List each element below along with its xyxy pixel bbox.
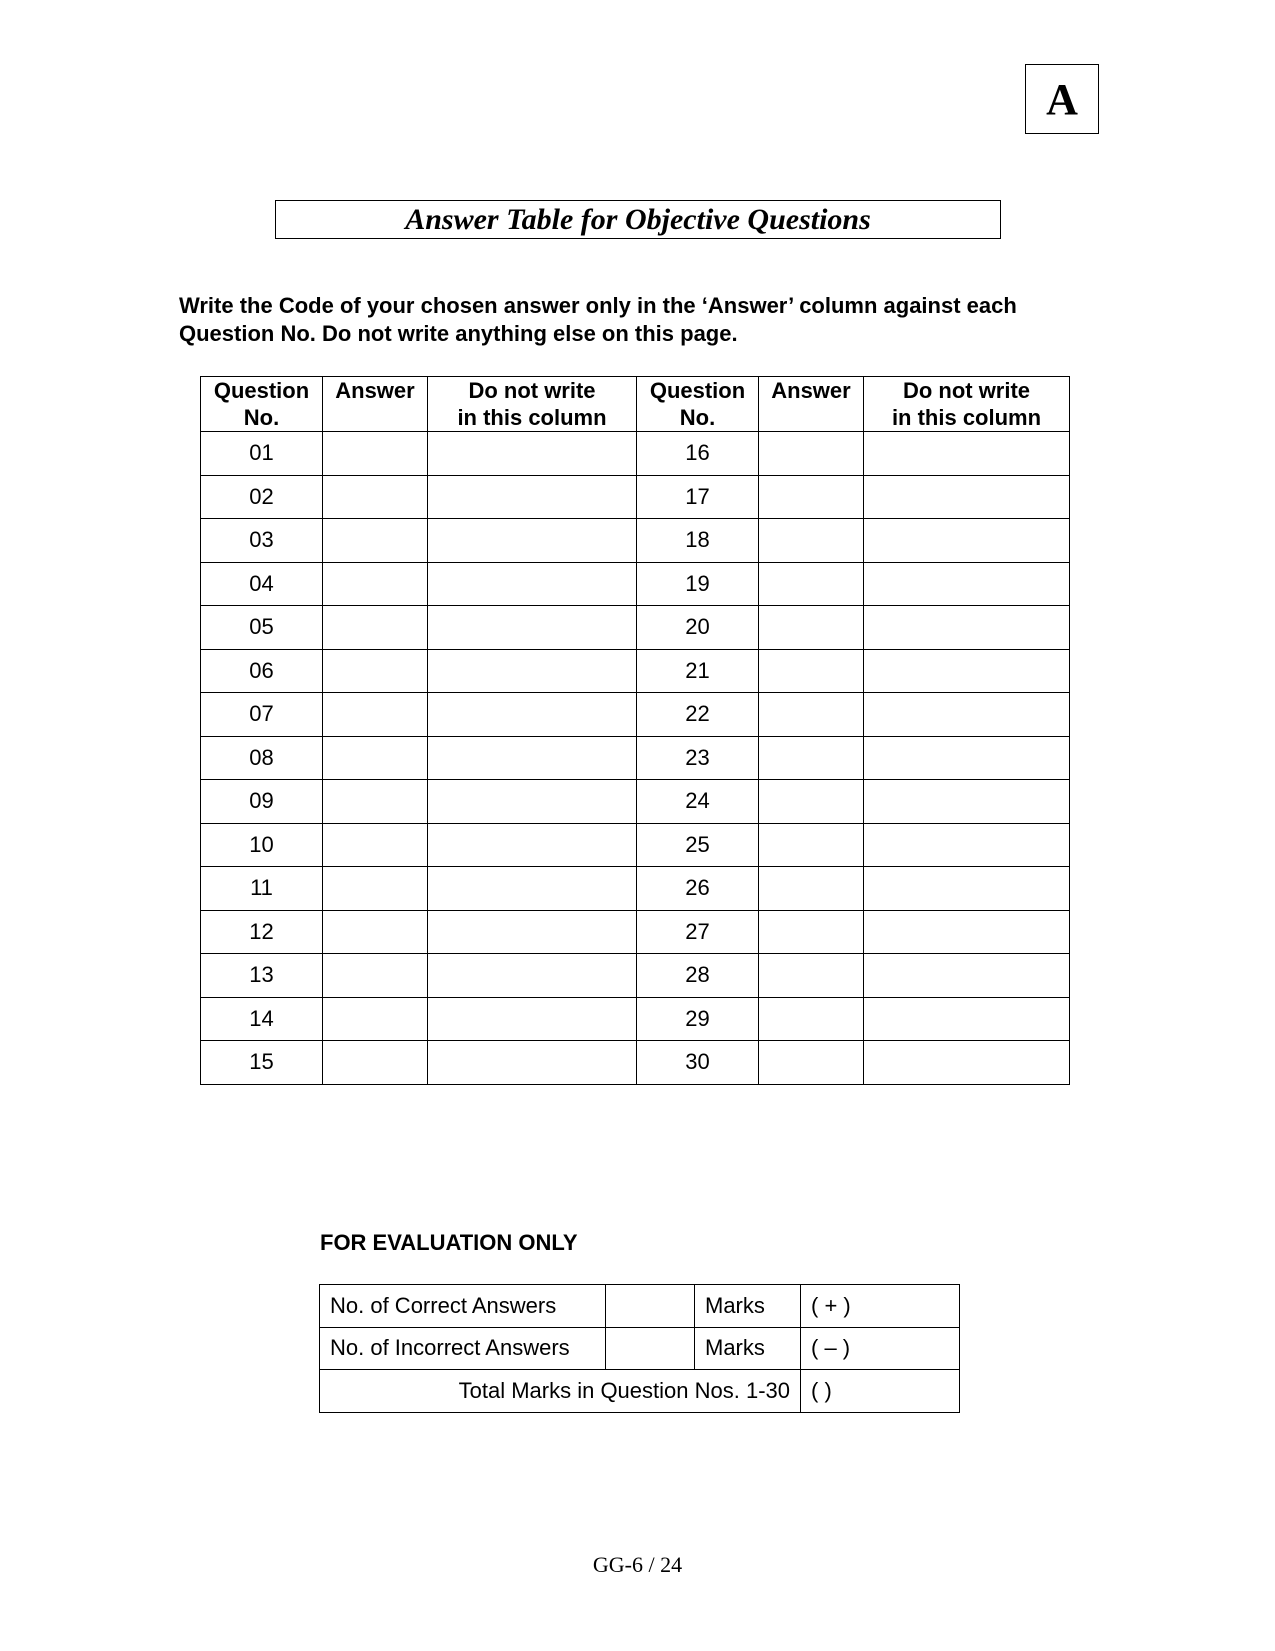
correct-answers-count-cell[interactable] xyxy=(606,1285,695,1328)
question-number-cell: 09 xyxy=(201,780,323,824)
answer-table-row xyxy=(201,780,1070,824)
question-number-cell: 16 xyxy=(637,432,759,476)
question-number-cell: 26 xyxy=(637,867,759,911)
header-do-not-write-line1: Do not write xyxy=(468,378,596,403)
answer-cell[interactable] xyxy=(759,736,864,780)
question-number-cell: 13 xyxy=(201,954,323,998)
header-do-not-write xyxy=(864,377,1070,432)
answer-table-row xyxy=(201,997,1070,1041)
answer-cell[interactable] xyxy=(759,1041,864,1085)
do-not-write-cell xyxy=(864,997,1070,1041)
question-number-cell: 29 xyxy=(637,997,759,1041)
incorrect-answers-label: No. of Incorrect Answers xyxy=(320,1327,606,1370)
answer-cell[interactable] xyxy=(323,562,428,606)
do-not-write-cell xyxy=(864,736,1070,780)
answer-cell[interactable] xyxy=(759,910,864,954)
do-not-write-cell xyxy=(864,693,1070,737)
do-not-write-cell xyxy=(864,475,1070,519)
total-marks-cell[interactable]: ( ) xyxy=(801,1370,960,1413)
answer-cell[interactable] xyxy=(323,954,428,998)
question-number-cell: 03 xyxy=(201,519,323,563)
do-not-write-cell xyxy=(864,910,1070,954)
question-number-cell: 08 xyxy=(201,736,323,780)
answer-table-row xyxy=(201,475,1070,519)
do-not-write-cell xyxy=(428,519,637,563)
answer-table xyxy=(200,376,1070,1085)
header-question-no xyxy=(637,377,759,432)
answer-cell[interactable] xyxy=(323,649,428,693)
evaluation-heading: FOR EVALUATION ONLY xyxy=(320,1230,578,1255)
answer-table-row xyxy=(201,736,1070,780)
do-not-write-cell xyxy=(864,606,1070,650)
question-number-cell: 27 xyxy=(637,910,759,954)
answer-cell[interactable] xyxy=(759,519,864,563)
page-title: Answer Table for Objective Questions xyxy=(405,202,871,236)
answer-cell[interactable] xyxy=(323,693,428,737)
question-number-cell: 04 xyxy=(201,562,323,606)
do-not-write-cell xyxy=(864,562,1070,606)
marks-label: Marks xyxy=(695,1327,801,1370)
answer-table-row xyxy=(201,606,1070,650)
question-number-cell: 23 xyxy=(637,736,759,780)
header-do-not-write-line2: in this column xyxy=(891,405,1042,430)
total-marks-label: Total Marks in Question Nos. 1-30 xyxy=(320,1370,801,1413)
answer-cell[interactable] xyxy=(323,519,428,563)
incorrect-answers-row xyxy=(320,1327,960,1370)
question-number-cell: 21 xyxy=(637,649,759,693)
header-do-not-write-line2: in this column xyxy=(457,405,607,430)
question-number-cell: 25 xyxy=(637,823,759,867)
do-not-write-cell xyxy=(428,997,637,1041)
answer-cell[interactable] xyxy=(759,693,864,737)
question-number-cell: 02 xyxy=(201,475,323,519)
do-not-write-cell xyxy=(864,519,1070,563)
paper-code: A xyxy=(1046,74,1078,124)
do-not-write-cell xyxy=(428,606,637,650)
correct-answers-row xyxy=(320,1285,960,1328)
do-not-write-cell xyxy=(428,432,637,476)
do-not-write-cell xyxy=(864,867,1070,911)
footer-separator: / xyxy=(642,1552,661,1577)
answer-table-header-row xyxy=(201,377,1070,432)
header-question-line2: No. xyxy=(243,405,280,430)
incorrect-answers-count-cell[interactable] xyxy=(606,1327,695,1370)
do-not-write-cell xyxy=(864,954,1070,998)
answer-table-row xyxy=(201,562,1070,606)
answer-cell[interactable] xyxy=(759,867,864,911)
do-not-write-cell xyxy=(428,823,637,867)
answer-cell[interactable] xyxy=(323,475,428,519)
answer-cell[interactable] xyxy=(323,867,428,911)
answer-table-body xyxy=(201,432,1070,1085)
header-do-not-write xyxy=(428,377,637,432)
footer-total-pages: 24 xyxy=(660,1552,683,1577)
answer-cell[interactable] xyxy=(323,736,428,780)
do-not-write-cell xyxy=(864,823,1070,867)
answer-cell[interactable] xyxy=(759,997,864,1041)
minus-marks-cell[interactable]: ( – ) xyxy=(801,1327,960,1370)
question-number-cell: 15 xyxy=(201,1041,323,1085)
do-not-write-cell xyxy=(428,910,637,954)
do-not-write-cell xyxy=(864,1041,1070,1085)
correct-answers-label: No. of Correct Answers xyxy=(320,1285,606,1328)
answer-cell[interactable] xyxy=(323,432,428,476)
do-not-write-cell xyxy=(428,562,637,606)
question-number-cell: 17 xyxy=(637,475,759,519)
answer-cell[interactable] xyxy=(759,475,864,519)
answer-table-row xyxy=(201,432,1070,476)
header-question-line2: No. xyxy=(679,405,716,430)
page-footer xyxy=(0,1552,1275,1578)
answer-cell[interactable] xyxy=(323,1041,428,1085)
question-number-cell: 20 xyxy=(637,606,759,650)
do-not-write-cell xyxy=(428,475,637,519)
do-not-write-cell xyxy=(428,693,637,737)
answer-table-row xyxy=(201,1041,1070,1085)
answer-cell[interactable] xyxy=(759,780,864,824)
header-do-not-write-line1: Do not write xyxy=(902,378,1031,403)
do-not-write-cell xyxy=(428,1041,637,1085)
answer-table-row xyxy=(201,519,1070,563)
answer-table-row xyxy=(201,910,1070,954)
marks-label: Marks xyxy=(695,1285,801,1328)
question-number-cell: 22 xyxy=(637,693,759,737)
answer-cell[interactable] xyxy=(759,432,864,476)
question-number-cell: 30 xyxy=(637,1041,759,1085)
question-number-cell: 24 xyxy=(637,780,759,824)
do-not-write-cell xyxy=(864,649,1070,693)
answer-cell[interactable] xyxy=(323,910,428,954)
instructions: Write the Code of your chosen answer only in the ‘Answer’ column against each Question No. Do not write anything else on this page. xyxy=(179,293,1017,346)
do-not-write-cell xyxy=(428,954,637,998)
total-marks-row xyxy=(320,1370,960,1413)
answer-table-row xyxy=(201,693,1070,737)
header-answer: Answer xyxy=(323,377,428,432)
answer-table-row xyxy=(201,867,1070,911)
do-not-write-cell xyxy=(428,780,637,824)
answer-cell[interactable] xyxy=(323,606,428,650)
answer-cell[interactable] xyxy=(323,997,428,1041)
plus-marks-cell[interactable]: ( + ) xyxy=(801,1285,960,1328)
answer-cell[interactable] xyxy=(759,562,864,606)
question-number-cell: 07 xyxy=(201,693,323,737)
question-number-cell: 06 xyxy=(201,649,323,693)
do-not-write-cell xyxy=(864,780,1070,824)
question-number-cell: 28 xyxy=(637,954,759,998)
answer-cell[interactable] xyxy=(759,649,864,693)
question-number-cell: 05 xyxy=(201,606,323,650)
question-number-cell: 01 xyxy=(201,432,323,476)
do-not-write-cell xyxy=(428,736,637,780)
answer-table-row xyxy=(201,649,1070,693)
answer-table-row xyxy=(201,954,1070,998)
question-number-cell: 18 xyxy=(637,519,759,563)
answer-cell[interactable] xyxy=(759,606,864,650)
answer-cell[interactable] xyxy=(323,780,428,824)
do-not-write-cell xyxy=(428,867,637,911)
question-number-cell: 12 xyxy=(201,910,323,954)
title-box xyxy=(275,200,1001,239)
answer-cell[interactable] xyxy=(759,954,864,998)
answer-cell[interactable] xyxy=(759,823,864,867)
answer-table-row xyxy=(201,823,1070,867)
do-not-write-cell xyxy=(864,432,1070,476)
question-number-cell: 19 xyxy=(637,562,759,606)
paper-code-box xyxy=(1025,64,1099,134)
header-question-no xyxy=(201,377,323,432)
question-number-cell: 14 xyxy=(201,997,323,1041)
evaluation-table xyxy=(319,1284,960,1413)
question-number-cell: 10 xyxy=(201,823,323,867)
question-number-cell: 11 xyxy=(201,867,323,911)
header-question-line1: Question xyxy=(213,378,310,403)
footer-code: GG-6 xyxy=(592,1552,643,1577)
answer-cell[interactable] xyxy=(323,823,428,867)
do-not-write-cell xyxy=(428,649,637,693)
header-answer: Answer xyxy=(759,377,864,432)
header-question-line1: Question xyxy=(649,378,746,403)
